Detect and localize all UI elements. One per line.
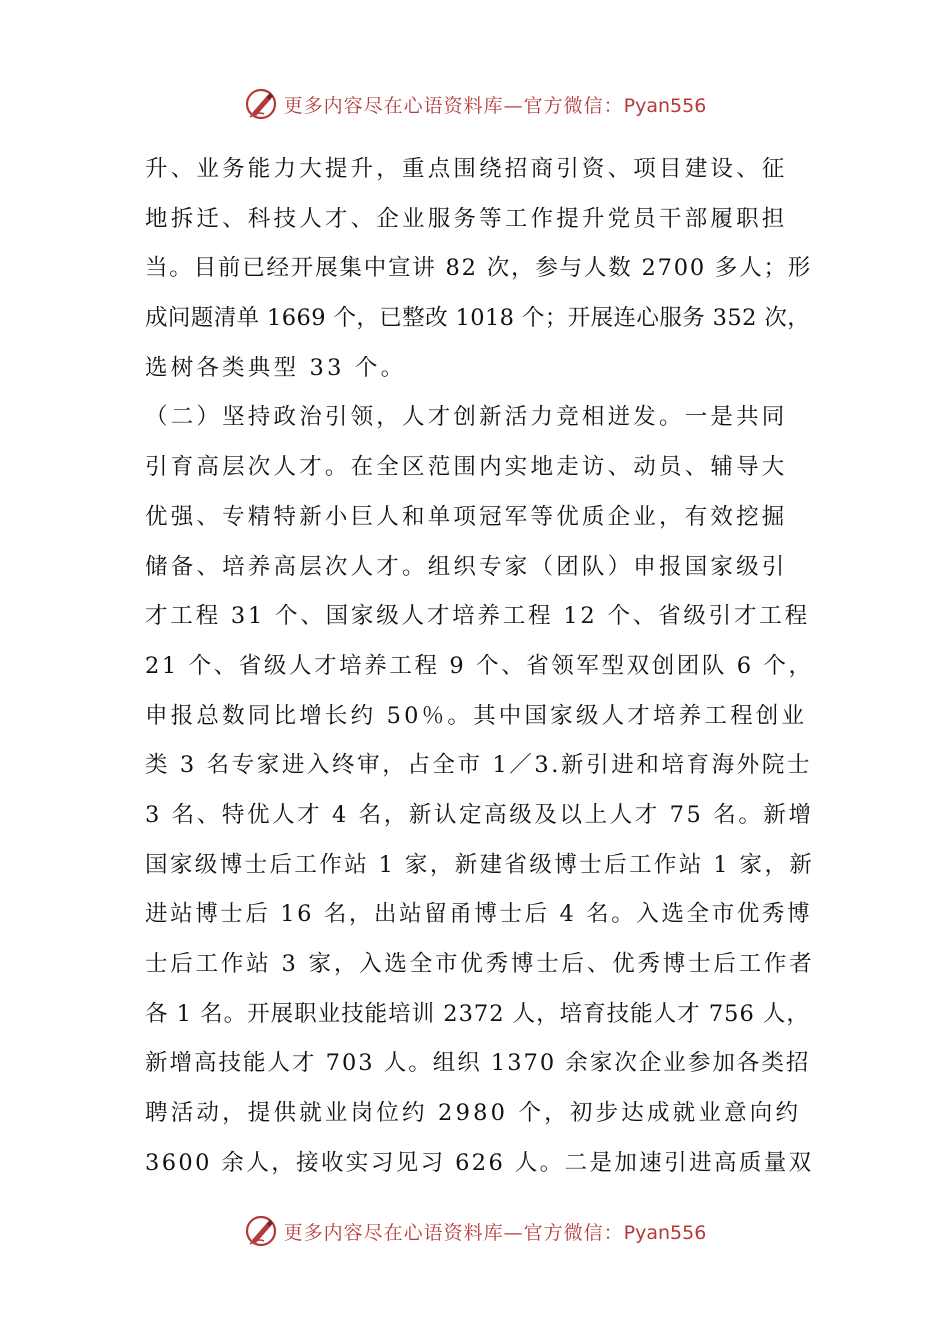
document-body: [145, 145, 815, 1188]
text-line: 才工程 31 个、国家级人才培养工程 12 个、省级引才工程: [145, 603, 810, 630]
text-line: 当。目前已经开展集中宣讲 82 次，参与人数 2700 多人；形: [145, 255, 813, 282]
text-line: 优强、专精特新小巨人和单项冠军等优质企业，有效挖掘: [145, 503, 788, 530]
text-line: 选树各类典型 33 个。: [145, 354, 407, 381]
header-banner: [0, 84, 950, 124]
text-line: 进站博士后 16 名，出站留甬博士后 4 名。入选全市优秀博: [145, 901, 813, 928]
text-line: 类 3 名专家进入终审，占全市 1／3.新引进和培育海外院士: [145, 752, 813, 779]
pen-logo-icon: [244, 1214, 278, 1248]
text-line: 3 名、特优人才 4 名，新认定高级及以上人才 75 名。新增: [145, 801, 814, 828]
banner-text: 更多内容尽在心语资料库—官方微信：Pyan556: [283, 94, 707, 117]
banner-text: 更多内容尽在心语资料库—官方微信：Pyan556: [283, 1221, 707, 1244]
text-line: 聘活动，提供就业岗位约 2980 个，初步达成就业意向约: [145, 1100, 802, 1127]
text-line: 地拆迁、科技人才、企业服务等工作提升党员干部履职担: [145, 205, 788, 232]
text-line: 新增高技能人才 703 人。组织 1370 余家次企业参加各类招: [145, 1050, 811, 1077]
text-line: 成问题清单 1669 个，已整改 1018 个；开展连心服务 352 次，: [145, 305, 811, 332]
text-line: 申报总数同比增长约 50％。其中国家级人才培养工程创业: [145, 702, 808, 729]
text-line: 升、业务能力大提升，重点围绕招商引资、项目建设、征: [145, 156, 788, 182]
text-line: 21 个、省级人才培养工程 9 个、省领军型双创团队 6 个，: [145, 652, 814, 679]
text-line: （二）坚持政治引领，人才创新活力竞相迸发。一是共同: [145, 404, 788, 431]
text-line: 士后工作站 3 家，入选全市优秀博士后、优秀博士后工作者: [145, 951, 815, 977]
text-line: 各 1 名。开展职业技能培训 2372 人，培育技能人才 756 人，: [145, 1000, 810, 1027]
footer-banner: [0, 1211, 950, 1251]
text-line: 国家级博士后工作站 1 家，新建省级博士后工作站 1 家，新: [145, 851, 815, 878]
text-line: 引育高层次人才。在全区范围内实地走访、动员、辅导大: [145, 454, 788, 481]
text-line: 储备、培养高层次人才。组织专家（团队）申报国家级引: [145, 553, 788, 580]
pen-logo-icon: [244, 87, 278, 121]
text-line: 3600 余人，接收实习见习 626 人。二是加速引进高质量双: [145, 1149, 814, 1176]
